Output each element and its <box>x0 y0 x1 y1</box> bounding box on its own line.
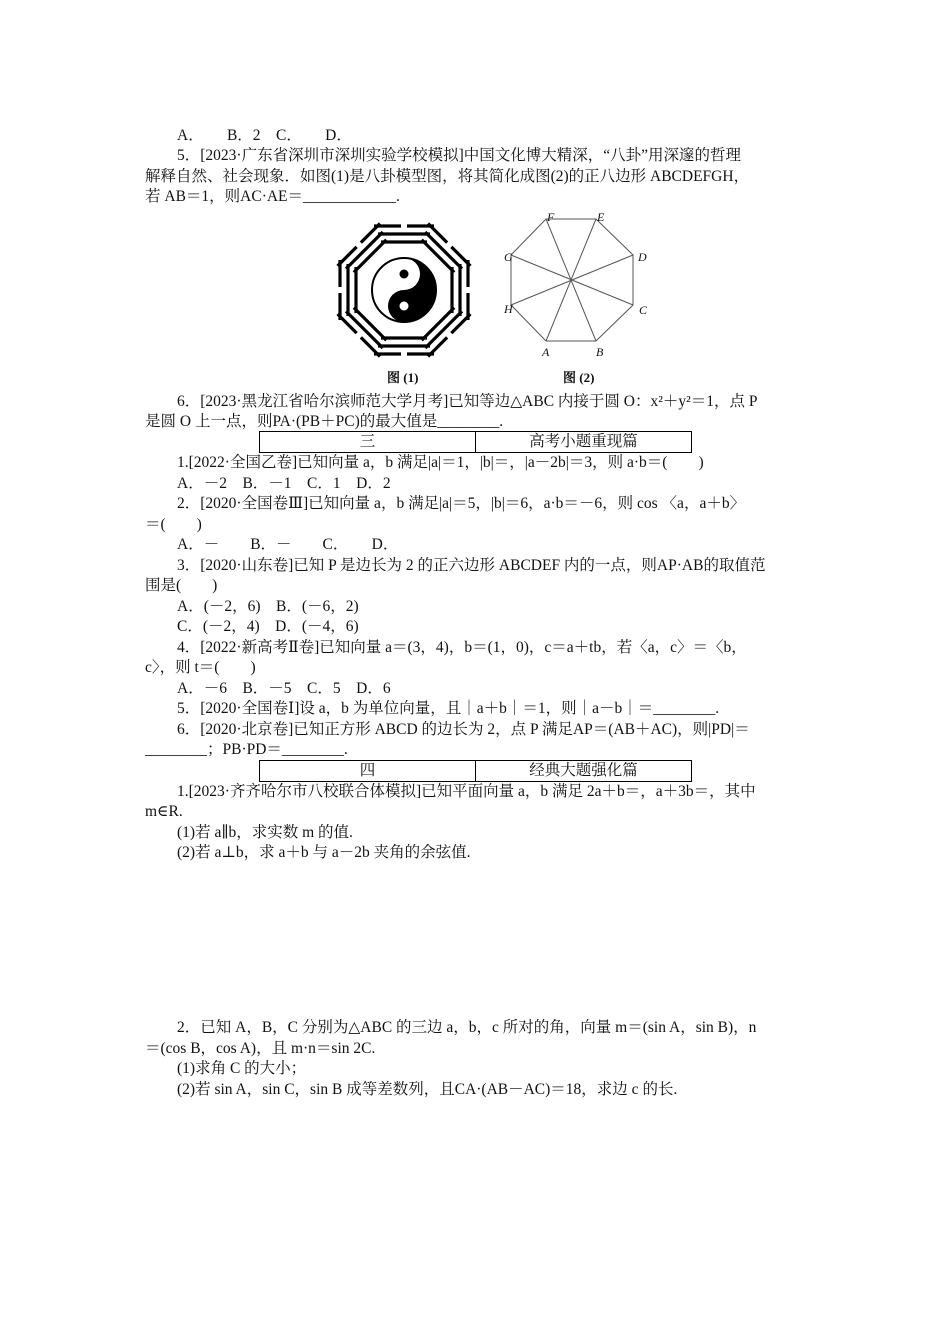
text-line: (2)若 a⊥b，求 a＋b 与 a－2b 夹角的余弦值. <box>177 844 471 861</box>
text-line: 6．[2023·黑龙江省哈尔滨师范大学月考]已知等边△ABC 内接于圆 O：x²＋y²＝1，点 P <box>177 393 758 410</box>
figure2-caption: 图 (2) <box>563 370 595 385</box>
vertex-label-a: A <box>542 345 550 359</box>
text-line: ________；PB·PD＝________. <box>145 741 348 758</box>
text-line: ＝(cos B，cos A)，且 m·n＝sin 2C. <box>145 1040 376 1057</box>
vertex-label-f: F <box>547 210 555 224</box>
section-number: 四 <box>260 761 476 781</box>
text-line: C．(－2，4) D．(－4，6) <box>177 618 359 635</box>
text-line: c〉，则 t＝( ) <box>145 659 256 676</box>
text-line: 2．已知 A，B，C 分别为△ABC 的三边 a，b，c 所对的角，向量 m＝(sin A，sin B)，n <box>177 1019 757 1036</box>
text-line: A． B．2 C． D． <box>177 127 352 144</box>
text-line: 3．[2020·山东卷]已知 P 是边长为 2 的正六边形 ABCDEF 内的一点，则AP·AB的取值范 <box>177 557 766 574</box>
section-title: 高考小题重现篇 <box>529 433 638 450</box>
text-line: (1)若 a∥b，求实数 m 的值. <box>177 824 353 841</box>
vertex-label-h: H <box>504 302 513 316</box>
section-title: 经典大题强化篇 <box>529 762 638 779</box>
text-line: 5．[2020·全国卷Ⅰ]设 a，b 为单位向量，且｜a＋b｜＝1，则｜a－b｜＝________. <box>177 700 720 717</box>
text-line: (2)若 sin A，sin C，sin B 成等差数列，且CA·(AB－AC)＝18，求边 c 的长. <box>177 1081 678 1098</box>
vertex-label-c: C <box>639 303 648 317</box>
text-line: 若 AB＝1，则AC·AE＝____________. <box>145 188 400 205</box>
text-line: 2．[2020·全国卷Ⅲ]已知向量 a，b 满足|a|＝5，|b|＝6，a·b＝－6，则 cos 〈a，a＋b〉 <box>177 495 746 512</box>
vertex-label-g: G <box>504 250 513 264</box>
text-line: 解释自然、社会现象．如图(1)是八卦模型图，将其简化成图(2)的正八边形 ABCDEFGH， <box>145 168 750 185</box>
text-line: A．－2 B．－1 C．1 D．2 <box>177 475 391 492</box>
text-line: 5．[2023·广东省深圳市深圳实验学校模拟]中国文化博大精深，“八卦”用深邃的哲理 <box>177 147 741 164</box>
section-header-three <box>259 431 692 453</box>
vertex-label-b: B <box>596 345 604 359</box>
text-line: 1.[2023·齐齐哈尔市八校联合体模拟]已知平面向量 a，b 满足 2a＋b＝，a＋3b＝，其中 <box>177 783 756 800</box>
text-line: 4．[2022·新高考Ⅱ卷]已知向量 a＝(3，4)，b＝(1，0)，c＝a＋tb，若〈a，c〉＝〈b， <box>177 639 747 656</box>
bagua-figure <box>336 222 472 358</box>
text-line: (1)求角 C 的大小； <box>177 1060 307 1077</box>
text-line: A．－6 B．－5 C．5 D．6 <box>177 680 391 697</box>
text-line: 6．[2020·北京卷]已知正方形 ABCD 的边长为 2，点 P 满足AP＝(AB＋AC)，则|PD|＝ <box>177 721 750 738</box>
vertex-label-e: E <box>597 210 605 224</box>
text-line: ＝( ) <box>145 516 202 533</box>
section-header-four <box>259 760 692 782</box>
text-line: 是圆 O 上一点，则PA·(PB＋PC)的最大值是________. <box>145 413 504 430</box>
text-line: A．(－2，6) B．(－6，2) <box>177 598 359 615</box>
vertex-label-d: D <box>638 250 647 264</box>
text-line: 围是( ) <box>145 577 218 594</box>
text-line: A．－ B．－ C． D． <box>177 536 399 553</box>
text-line: 1.[2022·全国乙卷]已知向量 a，b 满足|a|＝1，|b|＝，|a－2b|＝3，则 a·b＝( ) <box>177 454 704 471</box>
section-number: 三 <box>260 432 476 452</box>
figure1-caption: 图 (1) <box>387 370 419 385</box>
text-line: m∈R. <box>145 803 183 820</box>
octagon-figure <box>498 205 658 361</box>
